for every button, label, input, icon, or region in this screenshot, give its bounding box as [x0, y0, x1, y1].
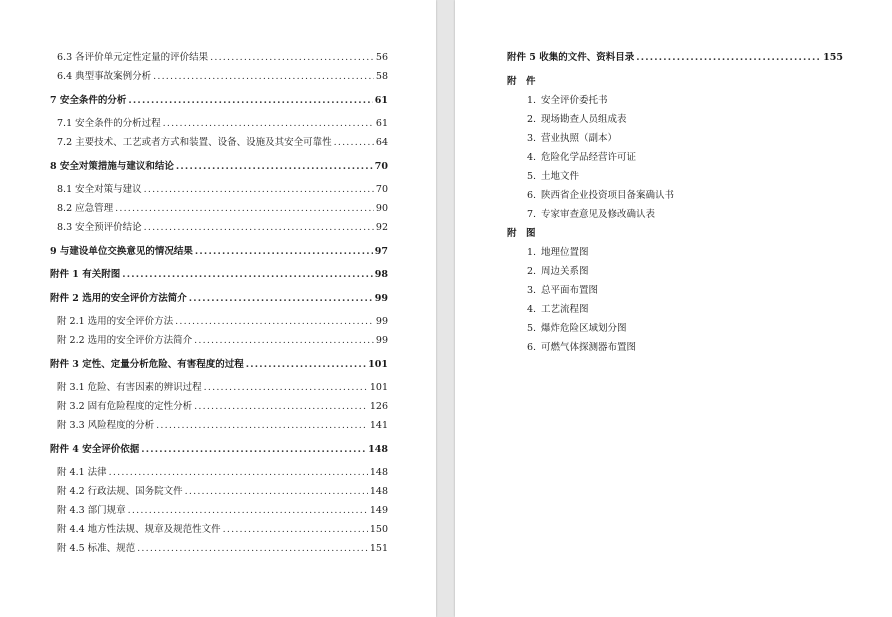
toc-entry[interactable] [50, 443, 388, 456]
toc-leader [115, 202, 374, 215]
toc-page-number: 98 [374, 269, 388, 280]
attachment-item-number: 1. [527, 95, 537, 106]
toc-page-number: 99 [375, 316, 388, 327]
toc-entry-label: 附 4.4 地方性法规、规章及规范性文件 [57, 524, 221, 535]
toc-entry[interactable] [57, 315, 388, 328]
toc-entry-label: 附 4.3 部门规章 [57, 505, 126, 516]
toc-entry-label: 附 4.5 标准、规范 [57, 543, 136, 554]
toc-page-left [0, 0, 436, 617]
attachment-item-number: 2. [527, 114, 537, 125]
toc-entry-label: 附件 5 收集的文件、资料目录 [507, 52, 635, 63]
toc-entry[interactable] [57, 523, 388, 536]
toc-page-number: 148 [369, 467, 388, 478]
toc-entry[interactable] [57, 419, 388, 432]
toc-page-number: 61 [375, 118, 388, 129]
figure-item[interactable] [527, 303, 589, 316]
toc-page-number: 99 [374, 293, 388, 304]
figure-item-text: 爆炸危险区域划分图 [541, 323, 627, 334]
toc-entry-label: 附件 3 定性、定量分析危险、有害程度的过程 [50, 359, 244, 370]
toc-entry-label: 7.2 主要技术、工艺或者方式和装置、设备、设施及其安全可靠性 [57, 137, 332, 148]
figure-item-number: 2. [527, 266, 537, 277]
attachment-item-text: 危险化学品经营许可证 [541, 152, 637, 163]
toc-entry-label: 附件 4 安全评价依据 [50, 444, 140, 455]
toc-entry[interactable] [57, 117, 388, 130]
figure-item-number: 1. [527, 247, 537, 258]
toc-leader [163, 117, 374, 130]
toc-entry[interactable] [57, 136, 388, 149]
toc-leader [128, 94, 372, 107]
toc-entry[interactable] [50, 160, 388, 173]
toc-entry[interactable] [50, 245, 388, 258]
toc-entry[interactable] [50, 268, 388, 281]
toc-page-number: 56 [375, 52, 388, 63]
toc-page-number: 61 [374, 95, 388, 106]
attachment-item[interactable] [527, 208, 655, 221]
toc-entry-label: 7 安全条件的分析 [50, 95, 127, 106]
toc-entry[interactable] [57, 221, 388, 234]
toc-leader [189, 292, 373, 305]
toc-page-number: 101 [368, 359, 388, 370]
attachment-item[interactable] [527, 132, 617, 145]
toc-page-number: 90 [375, 203, 388, 214]
toc-entry-label: 9 与建设单位交换意见的情况结果 [50, 246, 193, 257]
toc-page-number: 148 [369, 486, 388, 497]
figure-item-text: 工艺流程图 [541, 304, 589, 315]
toc-leader [144, 183, 374, 196]
toc-leader [204, 381, 368, 394]
figure-item[interactable] [527, 265, 589, 278]
toc-leader [195, 245, 373, 258]
toc-page-number: 99 [375, 335, 388, 346]
attachment-item[interactable] [527, 113, 627, 126]
toc-entry-label: 附件 2 选用的安全评价方法简介 [50, 293, 187, 304]
figure-item-number: 4. [527, 304, 537, 315]
toc-page-number: 126 [369, 401, 388, 412]
toc-leader [122, 268, 373, 281]
toc-page-number: 64 [375, 137, 388, 148]
toc-page-number: 97 [374, 246, 388, 257]
toc-leader [153, 70, 374, 83]
toc-entry[interactable] [57, 183, 388, 196]
toc-page-number: 70 [374, 161, 388, 172]
attachment-item-number: 5. [527, 171, 537, 182]
toc-entry[interactable] [57, 70, 388, 83]
toc-entry-label: 附 3.3 风险程度的分析 [57, 420, 155, 431]
toc-page-number: 70 [375, 184, 388, 195]
toc-page-right [455, 0, 892, 617]
toc-page-number: 149 [369, 505, 388, 516]
attachment-item-number: 7. [527, 209, 537, 220]
toc-leader [194, 334, 374, 347]
attachment-item-text: 安全评价委托书 [541, 95, 608, 106]
toc-entry-label: 附 2.1 选用的安全评价方法 [57, 316, 174, 327]
figure-item[interactable] [527, 284, 598, 297]
attachment-item-text: 现场勘查人员组成表 [541, 114, 627, 125]
toc-entry-label: 6.3 各评价单元定性定量的评价结果 [57, 52, 209, 63]
attachment-item-number: 6. [527, 190, 537, 201]
toc-entry-label: 8.3 安全预评价结论 [57, 222, 142, 233]
attachment-item-number: 4. [527, 152, 537, 163]
figure-item-text: 可燃气体探测器布置图 [541, 342, 637, 353]
figure-item[interactable] [527, 246, 589, 259]
figure-item[interactable] [527, 341, 636, 354]
toc-entry-label: 附件 1 有关附图 [50, 269, 121, 280]
toc-entry[interactable] [57, 202, 388, 215]
toc-entry-label: 8.1 安全对策与建议 [57, 184, 142, 195]
attachment-item-number: 3. [527, 133, 537, 144]
toc-entry-label: 6.4 典型事故案例分析 [57, 71, 152, 82]
toc-page-number: 151 [369, 543, 388, 554]
toc-leader [144, 221, 374, 234]
figure-item-number: 5. [527, 323, 537, 334]
figure-item-number: 6. [527, 342, 537, 353]
toc-entry-label: 7.1 安全条件的分析过程 [57, 118, 161, 129]
figure-item-text: 总平面布置图 [541, 285, 599, 296]
figure-item-number: 3. [527, 285, 537, 296]
toc-leader [636, 51, 821, 64]
toc-page-number: 148 [368, 444, 388, 455]
toc-entry[interactable] [507, 51, 843, 64]
toc-entry[interactable] [57, 334, 388, 347]
toc-entry[interactable] [50, 292, 388, 305]
toc-leader [175, 315, 374, 328]
toc-leader [334, 136, 374, 149]
toc-page-number: 101 [369, 382, 388, 393]
attachment-item[interactable] [527, 189, 674, 202]
toc-entry-label: 附 4.2 行政法规、国务院文件 [57, 486, 183, 497]
toc-leader [223, 523, 368, 536]
toc-page-number: 155 [823, 52, 843, 63]
toc-page-number: 150 [369, 524, 388, 535]
attachments-heading: 附 件 [507, 76, 536, 87]
figures-heading: 附 图 [507, 228, 536, 239]
toc-entry[interactable] [50, 94, 388, 107]
figure-item-text: 地理位置图 [541, 247, 589, 258]
toc-entry[interactable] [57, 381, 388, 394]
attachment-item[interactable] [527, 170, 579, 183]
figure-item-text: 周边关系图 [541, 266, 589, 277]
toc-entry[interactable] [57, 51, 388, 64]
toc-leader [176, 160, 373, 173]
toc-entry-label: 8.2 应急管理 [57, 203, 114, 214]
toc-entry[interactable] [57, 400, 388, 413]
attachment-item-text: 营业执照（副本） [541, 133, 618, 144]
toc-entry[interactable] [57, 485, 388, 498]
attachment-item[interactable] [527, 94, 608, 107]
toc-entry-label: 附 3.1 危险、有害因素的辨识过程 [57, 382, 202, 393]
toc-entry-label: 附 3.2 固有危险程度的定性分析 [57, 401, 193, 412]
toc-entry-label: 附 2.2 选用的安全评价方法简介 [57, 335, 193, 346]
toc-leader [185, 485, 368, 498]
attachment-item-text: 陕西省企业投资项目备案确认书 [541, 190, 675, 201]
toc-page-number: 141 [369, 420, 388, 431]
toc-leader [109, 466, 368, 479]
toc-leader [194, 400, 368, 413]
toc-leader [156, 419, 368, 432]
toc-leader [210, 51, 374, 64]
toc-entry[interactable] [57, 504, 388, 517]
attachment-item-text: 专家审查意见及修改确认表 [541, 209, 656, 220]
toc-leader [128, 504, 368, 517]
attachment-item-text: 土地文件 [541, 171, 580, 182]
toc-entry[interactable] [57, 542, 388, 555]
attachment-item[interactable] [527, 151, 636, 164]
toc-page-number: 92 [375, 222, 388, 233]
toc-leader [246, 358, 366, 371]
toc-entry[interactable] [57, 466, 388, 479]
toc-entry-label: 8 安全对策措施与建议和结论 [50, 161, 174, 172]
toc-page-number: 58 [375, 71, 388, 82]
toc-leader [137, 542, 368, 555]
toc-entry[interactable] [50, 358, 388, 371]
figure-item[interactable] [527, 322, 627, 335]
toc-entry-label: 附 4.1 法律 [57, 467, 107, 478]
toc-leader [141, 443, 366, 456]
